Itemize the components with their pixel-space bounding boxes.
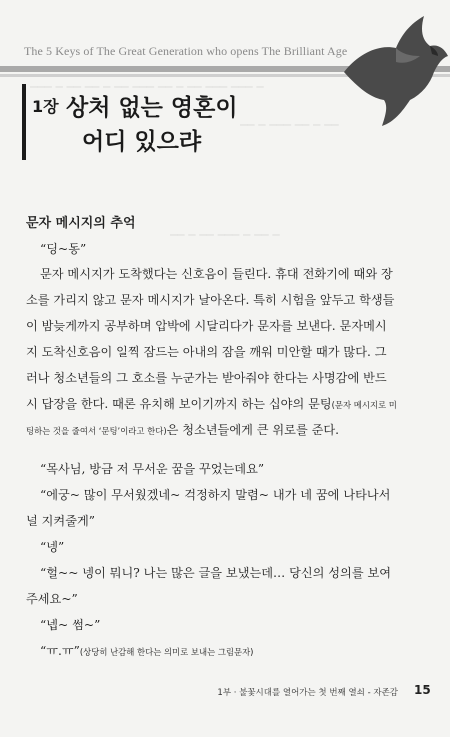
body-note: (문자 메시지로 미: [331, 400, 397, 410]
body-line: 소를 가리지 않고 문자 메시지가 날아온다. 특히 시험을 앞두고 학생들: [26, 293, 395, 307]
body-line: 지 도착신호음이 일찍 잠드는 아내의 잠을 깨워 미안할 때가 많다. 그: [26, 345, 387, 359]
chapter-number: 1장: [32, 97, 59, 116]
body-line: 문자 메시지가 도착했다는 신호음이 들린다. 휴대 전화기에 때와 장: [40, 267, 393, 281]
dialogue-line: “헐~~ 넹이 뭐니? 나는 많은 글을 보냈는데… 당신의 성의를 보여: [40, 566, 392, 580]
section-heading: 문자 메시지의 추억: [26, 216, 136, 231]
dialogue-line: “목사님, 방금 저 무서운 꿈을 꾸었는데요”: [40, 462, 265, 476]
dialogue-line: [40, 642, 253, 659]
body-line: [26, 395, 397, 412]
emoticon-note: (상당히 난감해 한다는 의미로 보내는 그림문자): [79, 647, 254, 657]
body-note: 팅하는 것을 줄여서 ‘문팅’이라고 한다): [26, 426, 167, 436]
dialogue-line: 주세요~”: [26, 592, 78, 606]
page-number: 15: [414, 683, 431, 697]
body-line: 이 밤늦게까지 공부하며 압박에 시달리다가 문자를 보낸다. 문자메시: [26, 319, 387, 333]
chapter-title-line-2: 어디 있으랴: [82, 129, 202, 155]
dialogue-line: “넹”: [40, 540, 65, 554]
title-accent-bar: [22, 84, 26, 160]
dialogue-line: “넵~ 썸~”: [40, 618, 101, 632]
body-text: 은 청소년들에게 큰 위로를 준다.: [166, 423, 340, 437]
eagle-icon: [338, 14, 450, 128]
body-line: 러나 청소년들의 그 호소를 누군가는 받아줘야 한다는 사명감에 반드: [26, 371, 387, 385]
body-text: 시 답장을 한다. 때론 유치해 보이기까지 하는 십야의 문팅: [26, 397, 332, 411]
dialogue-line: “에궁~ 많이 무서웠겠네~ 걱정하지 말렴~ 내가 네 꿈에 나타나서: [40, 488, 391, 502]
bleed-through-text: ─── ─ ── ── ─ ── ─── ── ─ ── ─── ─── ─: [30, 80, 264, 94]
bleed-through-text: ── ─ ─── ── ─ ──: [240, 118, 339, 132]
body-line: [26, 421, 339, 438]
chapter-title-line-1: 상처 없는 영혼이: [66, 95, 238, 121]
series-title: The 5 Keys of The Great Generation who opens The Brilliant Age: [24, 44, 348, 58]
running-footer: 1부 · 불꽃시대를 열어가는 첫 번째 열쇠 - 자존감: [217, 688, 398, 698]
bleed-through-text: ── ─ ── ─── ─ ── ─: [170, 228, 280, 242]
dialogue-line: 널 지켜줄게”: [26, 514, 95, 528]
emoticon-text: “ㅠ.ㅠ”: [40, 644, 80, 658]
body-line: “딩~동”: [40, 242, 87, 256]
